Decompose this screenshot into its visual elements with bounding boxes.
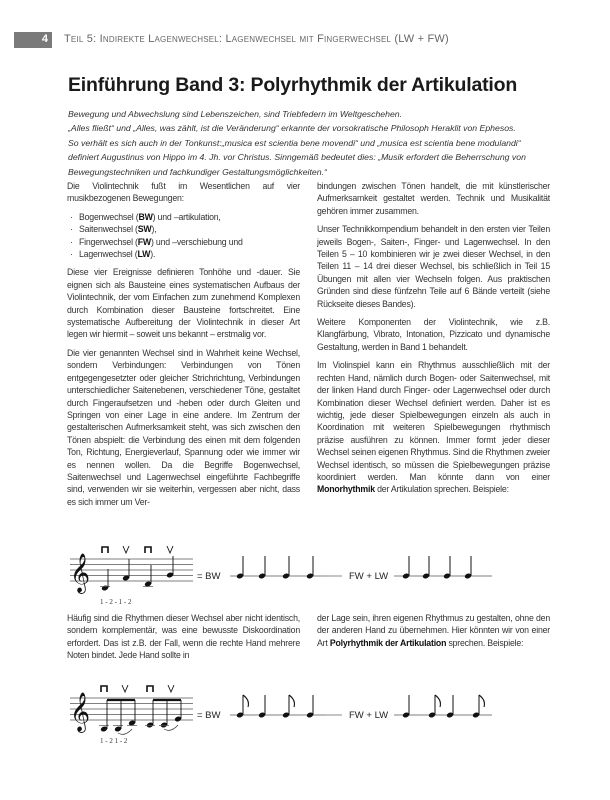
intro-line: „Alles fließt“ und „Alles, was zählt, ist die Veränderung“ erkannte der vorsokratische Philosoph Heraklit von Ephesos. xyxy=(68,123,516,134)
note-flag xyxy=(479,695,484,707)
up-bow-icon xyxy=(122,685,128,692)
fingering: 1 - 2 1 - 2 xyxy=(100,737,128,745)
page-number: 4 xyxy=(41,33,48,45)
up-bow-icon xyxy=(123,546,129,553)
fwlw-label: FW + LW xyxy=(349,710,389,721)
paragraph: Die Violintechnik fußt im Wesentlichen auf vier musikbezogenen Bewegungen: xyxy=(67,181,300,204)
paragraph: Die vier genannten Wechsel sind in Wahrheit keine Wechsel, sondern Verbindungen: Verbindungen von Tönen entgegengesetzter oder gleicher Strichrichtung, Verbindungen unterschiedlicher Saitenebenen, verschiedener Töne, gestaltet durch Fingeraufsetzen und -heben oder durch Gleiten und Springen von einer Lage in eine andere. Im Zentrum der gestalterischen Aufmerksamkeit steht, was sich zwischen den Tönen abspielt: die Verbindung des einen mit dem folgenden Ton, Richtung, Energieverlauf, Spannung oder wie immer wir es nennen wollen. Da die Begriffe Bogenwechsel, Saitenwechsel und Lagenwechsel eingeführte Fachbegriffe sind, verwenden wir sie weiterhin, vergessen aber nicht, dass es sich immer um Ver- xyxy=(67,347,300,507)
down-bow-icon xyxy=(102,547,108,553)
left-column xyxy=(67,180,300,514)
bw-label: = BW xyxy=(197,710,221,721)
down-bow-icon xyxy=(147,686,153,692)
list-item: · Saitenwechsel (SW), xyxy=(67,223,300,235)
note-flag xyxy=(289,695,294,707)
paragraph: Diese vier Ereignisse definieren Tonhöhe und -dauer. Sie eignen sich als Bausteine eines systematischen Aufbaus der Violintechnik, der vom Einfachen zum zunehmend Komplexen durch Kombination dieser Bausteine fortschreitet. Eine systematische Aufbereitung der Violintechnik in dieser Art legen wir hiermit – soweit uns bekannt – erstmalig vor. xyxy=(67,267,300,340)
up-bow-icon xyxy=(167,546,173,553)
fwlw-label: FW + LW xyxy=(349,571,389,582)
list-item: · Lagenwechsel (LW). xyxy=(67,248,300,260)
paragraph: Unser Technikkompendium behandelt in den ersten vier Teilen jeweils Bogen-, Saiten-, Finger- und Lagenwechsel. In den Teilen 5 – 10 kombinieren wir je zwei dieser Wechsel, in den Teilen 11 – 14 drei dieser Wechsel, bis schließlich in Teil 15 Übungen mit allen vier Wechseln folgen. Aus praktischen Gründen sind diese fünfzehn Teile auf 6 Bände verteilt (siehe Rückseite dieses Bandes). xyxy=(317,224,550,309)
paragraph: der Lage sein, ihren eigenen Rhythmus zu gestalten, ohne den der anderen Hand zu übernehmen. Hier könnten wir von einer Art Polyrhythmik der Artikulation sprechen. Beispiele: xyxy=(317,613,550,648)
down-bow-icon xyxy=(101,686,107,692)
list-item: · Bogenwechsel (BW) und –artikulation, xyxy=(67,211,300,223)
intro-line: Bewegung und Abwechslung sind Lebenszeichen, sind Triebfedern im Weltgeschehen. xyxy=(68,109,403,119)
intro-line: So verhält es sich auch in der Tonkunst:„musica est scientia bene movendi“ und „musica est scientia bene modulandi“ xyxy=(68,137,521,148)
bw-label: = BW xyxy=(197,571,221,582)
note-flag xyxy=(243,695,248,707)
paragraph: bindungen zwischen Tönen handelt, die mit künstlerischer Aufmerksamkeit gestaltet werden. Technik und Musikalität gehören immer zusammen. xyxy=(317,181,550,216)
down-bow-icon xyxy=(145,547,151,553)
right-column xyxy=(317,180,550,502)
paragraph: Weitere Komponenten der Violintechnik, wie z.B. Klangfärbung, Vibrato, Intonation, Pizzicato und dynamische Gestaltung, werden in Band 1 behandelt. xyxy=(317,317,550,352)
intro-quote xyxy=(68,107,568,179)
music-example-polyrhythmik xyxy=(0,684,610,754)
intro-line: definiert Augustinus von Hippo im 4. Jh. vor Christus. Sinngemäß bedeutet dies: „Musik erfordert die Beherrschung von xyxy=(68,152,526,163)
paragraph: Häufig sind die Rhythmen dieser Wechsel aber nicht identisch, sondern komplementär, was eine bewusste Diskoordination erfordert. Das ist z.B. der Fall, wenn die rechte Hand mehrere Noten bindet. Jede Hand sollte in xyxy=(67,613,300,661)
fingering: 1 - 2 - 1 - 2 xyxy=(100,598,132,606)
intro-line: Bewegungstechniken und fachkundiger Gestaltungsmöglichkeiten.“ xyxy=(68,166,327,177)
up-bow-icon xyxy=(168,685,174,692)
page-number-box xyxy=(14,32,52,48)
running-title: Teil 5: Indirekte Lagenwechsel: Lagenwechsel mit Fingerwechsel (LW + FW) xyxy=(64,33,449,45)
treble-clef-icon: 𝄞 xyxy=(70,553,91,593)
music-example-monorhythmik xyxy=(0,545,610,615)
list-item: · Fingerwechsel (FW) und –verschiebung und xyxy=(67,236,300,248)
paragraph: Im Violinspiel kann ein Rhythmus ausschließlich mit der rechten Hand, nämlich durch Bogen- oder Saitenwechsel, mit der linken Hand durch Finger- oder Lagenwechsel oder durch Kombination dieser Wechsel definiert werden. Daher ist es wichtig, jede dieser Spielbewegungen einzeln als auch in Koordination mit weiteren Spielbewegungen rhythmisch präzise ausführen zu können. Immer formt jeder dieser Wechsel seinen eigenen Rhythmus. Sind die Rhythmen zweier Wechsel identisch, so müssen die Spielbewegungen präzise koordiniert werden. Man könnte dann von einer Monorhythmik der Artikulation sprechen. Beispiele: xyxy=(317,360,550,495)
note-flag xyxy=(435,695,440,707)
page-title: Einführung Band 3: Polyrhythmik der Artikulation xyxy=(68,74,518,96)
treble-clef-icon: 𝄞 xyxy=(70,692,91,732)
movement-list xyxy=(67,211,300,261)
